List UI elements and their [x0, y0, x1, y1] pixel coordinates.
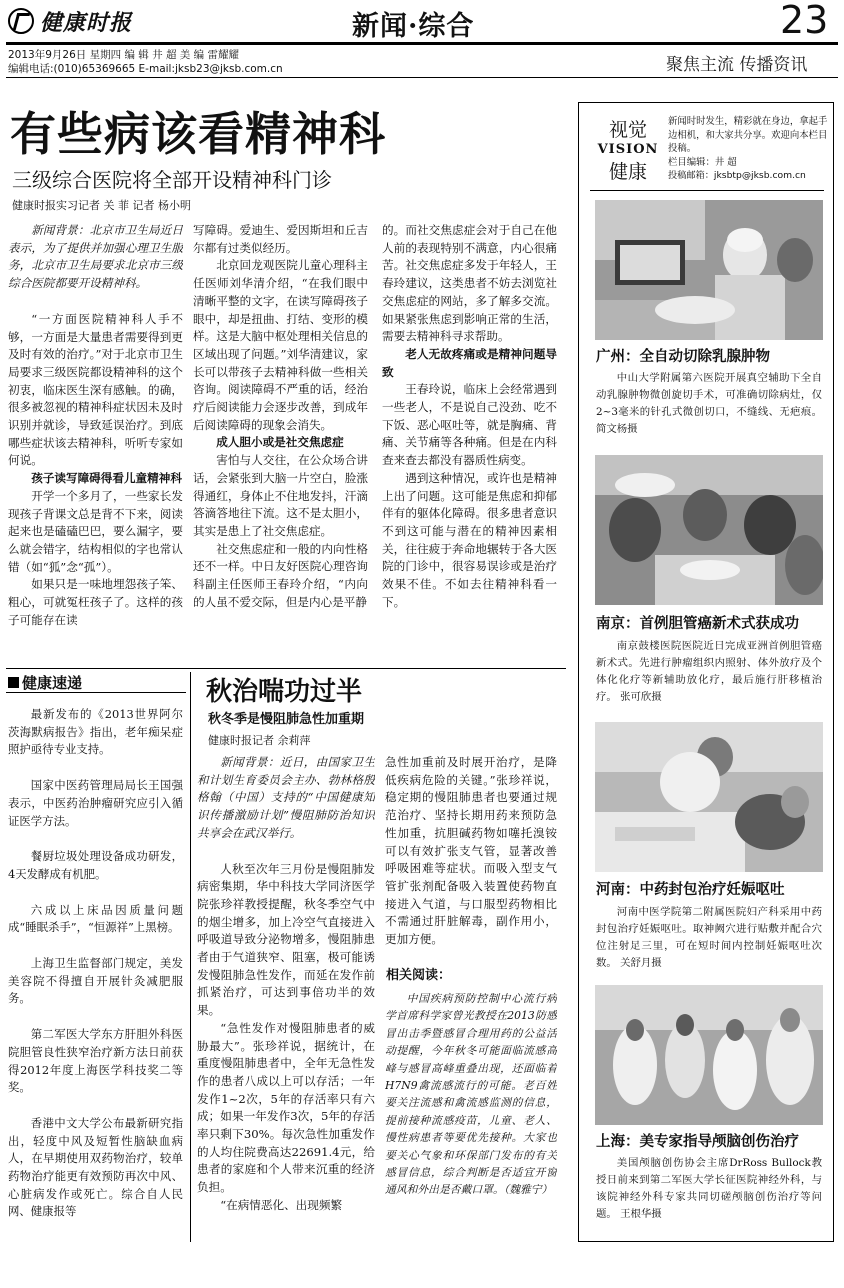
second-headline: 秋治喘功过半: [206, 677, 363, 707]
column-divider: [190, 672, 191, 1242]
paragraph: “在病情恶化、出现频繁: [220, 1197, 343, 1212]
square-bullet-icon: [8, 677, 19, 688]
photo-surgery-guangzhou-image: [595, 200, 823, 340]
news-background: 新闻背景：北京市卫生局近日表示，为了提供并加强心理卫生服务，北京市卫生局要求北京市三级综合医院都要开设精神科。: [8, 223, 183, 291]
header-rule-thin: [6, 77, 838, 78]
related-title: 相关阅读：: [386, 968, 452, 983]
vision-email: 投稿邮箱：jksbtp@jksb.com.cn: [668, 170, 806, 181]
slogan: 聚焦主流 传播资讯: [666, 55, 808, 75]
paragraph: 中国疾病预防控制中心流行病学首席科学家曾光教授在2013防感冒出击季暨感冒合理用药的公益活动提醒，今年秋冬可能面临流感高峰与感冒高峰重叠出现，还面临着H7N9禽流感流行的可能。老百姓要关注流感和禽流感监测的信息，提前接种流感疫苗，儿童、老人、慢性病患者等要优先接种。大家也要关心气象和环保部门发布的有关感冒信息，综合判断是否适宜开窗通风和外出是否戴口罩。（魏雅宁）: [385, 992, 557, 1197]
photo-surgery-guangzhou: [595, 200, 823, 340]
second-subhead: 秋冬季是慢阻肺急性加重期: [208, 712, 365, 727]
brief-item: 香港中文大学公布最新研究指出，轻度中风及短暂性脑缺血病人，在早期使用双药物治疗，较单药物治疗能更有效预防再次中风、心脏病发作或死亡。综合自人民网、健康报等: [8, 1115, 183, 1219]
vision-intro-box: [668, 115, 830, 183]
vision-title-en: VISION: [597, 142, 659, 157]
briefs-title: 健康速递: [22, 674, 83, 692]
paragraph: 写障碍。爱迪生、爱因斯坦和丘吉尔都有过类似经历。: [193, 223, 368, 255]
photo-surgery-nanjing: [595, 455, 823, 605]
subheading: 孩子读写障碍得看儿童精神科: [31, 471, 182, 486]
paragraph: 北京回龙观医院儿童心理科主任医师刘华清介绍，“在我们眼中清晰平整的文字，在读写障碍孩子眼中，却是扭曲、打结、变形的模样。这是大脑中枢处理相关信息的区域出现了问题。”刘华清建议，家长可以带孩子去精神科做一些相关咨询。阅读障碍不严重的话，经治疗后阅读能力会逐步改善，到成年后阅读障碍的现象会消失。: [193, 258, 368, 432]
vision-rule: [590, 190, 824, 191]
related-text: [385, 990, 557, 1240]
contact-line: 编辑电话:(010)65369665 E-mail:jksb23@jksb.com.cn: [8, 63, 283, 75]
paragraph: 如果只是一味地埋怨孩子笨、粗心，可就冤枉孩子了。这样的孩子可能存在读: [8, 577, 183, 627]
paragraph: 遇到这种情况，或许也是精神上出了问题。这可能是焦虑和抑郁伴有的躯体化障碍。很多患者意识不到这可能与潜在的精神因素相关，往往疲于奔命地辗转于各大医院的门诊中，很容易误诊或是治疗效果不佳。不如去往精神科看一下。: [382, 470, 557, 609]
briefs-heading: [8, 672, 82, 693]
caption-title: 广州：全自动切除乳腺肿物: [596, 348, 770, 365]
main-article-col1: [8, 222, 183, 664]
news-background: 新闻背景：近日，由国家卫生和计划生育委员会主办、勃林格殷格翰（中国）支持的“中国健康知识传播激励计划”慢阻肺防治知识共享会在武汉举行。: [197, 755, 375, 840]
subheading: 老人无故疼痛或是精神问题导致: [382, 346, 557, 379]
vision-title-cn-2: 健康: [608, 161, 647, 183]
logo-mark-icon: [8, 8, 34, 34]
second-article-col2: [385, 754, 557, 954]
photo-doctors-shanghai: [595, 985, 823, 1125]
logo-text: 健康时报: [40, 9, 133, 36]
paragraph: “急性发作对慢阻肺患者的威胁最大”。张珍祥说，据统计，在重度慢阻肺患者中，全年无急性发作的患者八成以上可以存活；一年发作1~2次，5年的存活率只有六成；如果一年发作3次，5年的存活率只剩下30%。每次急性加重发作的人均住院费高达22691.4元，给患者的家庭和个人带来沉重的经济负担。: [197, 1020, 375, 1195]
caption-text: 美国颅脑创伤协会主席DrRoss Bullock教授日前来到第二军医大学长征医院神经外科，与该院神经外科专家共同切磋颅脑创伤治疗等问题。 王根华摄: [596, 1157, 822, 1220]
brief-item: 餐厨垃圾处理设备成功研发，4天发酵成有机肥。: [8, 849, 183, 881]
brief-item: 最新发布的《2013世界阿尔茨海默病报告》指出，老年痴呆症照护亟待专业支持。: [8, 707, 183, 757]
vision-intro: 新闻时时发生，精彩就在身边，拿起手边相机，和大家共分享。欢迎向本栏目投稿。: [668, 116, 828, 154]
second-byline: 健康时报记者 余莉萍: [208, 734, 311, 747]
main-byline: 健康时报实习记者 关 菲 记者 杨小明: [12, 199, 191, 212]
masthead-logo: [8, 6, 168, 36]
paragraph: 的。而社交焦虑症会对于自己在他人前的表现特别不满意，内心很痛苦。社交焦虑症多发于年轻人，王春玲建议，这类患者不妨去浏览社交焦虑症的网站，多了解多交流。如果紧张焦虑到影响正常的生活，需要去精神科寻求帮助。: [382, 223, 557, 344]
main-headline: 有些病该看精神科: [10, 107, 386, 161]
photo-treatment-henan: [595, 722, 823, 872]
brief-item: 第二军医大学东方肝胆外科医院胆管良性狭窄治疗新方法日前获得2012年度上海医学科技奖二等奖。: [8, 1027, 183, 1095]
section-title: 新闻·综合: [352, 11, 475, 42]
paragraph: 害怕与人交往，在公众场合讲话，会紧张到大脑一片空白，脸涨得通红，身体止不住地发抖，汗滴答滴答地往下流。这不是太胆小，其实是患上了社交焦虑症。: [193, 453, 368, 538]
paragraph: 王春玲说，临床上会经常遇到一些老人，不是说自己没劲、吃不下饭、恶心呕吐等，就是胸痛、背痛、关节痛等各种痛。但是在内科查来查去都没有器质性病变。: [382, 382, 557, 468]
brief-item: 六成以上床品因质量问题成“睡眠杀手”，“恒源祥”上黑榜。: [8, 902, 183, 935]
caption-text: 中山大学附属第六医院开展真空辅助下全自动乳腺肿物微创旋切手术，可准确切除病灶，仅2~3毫米的针孔式微创切口，不缝线、无疤痕。 简文杨摄: [596, 372, 822, 435]
main-article-col3: [382, 222, 557, 664]
paragraph: 社交焦虑症和一般的内向性格还不一样。中日友好医院心理咨询科副主任医师王春玲介绍，“内向的人虽不爱交际，但是内心是平静: [193, 541, 368, 609]
vision-title-cn-1: 视觉: [608, 119, 647, 141]
header-rule: [6, 42, 838, 45]
brief-item: 国家中医药管理局局长王国强表示，中医药治肿瘤研究应引入循证医学方法。: [8, 778, 183, 828]
paragraph: 人秋至次年三月份是慢阻肺发病密集期，华中科技大学同济医学院张珍祥教授提醒，秋冬季空气中的烟尘增多，加上冷空气直接进入呼吸道导致分泌物增多，慢阻肺患者由于气道狭窄、阻塞，极可能诱发慢阻肺急性发作，而延在发作前抓紧治疗，可达到事倍功半的效果。: [197, 861, 375, 1018]
section-divider: [6, 668, 566, 669]
photo-doctors-shanghai-image: [595, 985, 823, 1125]
vision-editor: 栏目编辑：井 超: [668, 156, 737, 168]
photo-treatment-henan-image: [595, 722, 823, 872]
caption-title: 河南：中药封包治疗妊娠呕吐: [596, 881, 785, 898]
date-line: 2013年9月26日 星期四 编 辑 井 超 美 编 雷耀耀: [8, 49, 239, 61]
briefs-list: [8, 706, 183, 1266]
photo-surgery-nanjing-image: [595, 455, 823, 605]
subheading: 成人胆小或是社交焦虑症: [216, 435, 344, 450]
paragraph: “一方面医院精神科人手不够，一方面是大量患者需要得到更及时有效的治疗。”对于北京市卫生局要求三级医院都设精神科的这个初衷，临床医生深有感触。的确，很多被忽视的精神科症状因未及时识别并就诊，导致延误治疗。到底哪些症状该去精神科，听听专家如何说。: [8, 311, 183, 468]
main-article-col2: [193, 222, 368, 664]
caption-title: 上海：美专家指导颅脑创伤治疗: [596, 1133, 799, 1150]
brief-item: 上海卫生监督部门规定，美发美容院不得擅自开展针灸减肥服务。: [8, 956, 183, 1006]
caption-title: 南京：首例胆管癌新术式获成功: [596, 615, 799, 632]
caption-text: 南京鼓楼医院医院近日完成亚洲首例胆管癌新术式。先进行肿瘤组织内照射、体外放疗及个体化化疗等新辅助放化疗，最后施行肝移植治疗。 张可欣摄: [596, 640, 822, 703]
caption-text: 河南中医学院第二附属医院妇产科采用中药封包治疗妊娠呕吐。取神阙穴进行贴敷并配合穴位注射足三里，可在短时间内控制妊娠呕吐次数。 关舒月摄: [596, 906, 822, 969]
paragraph: 开学一个多月了，一些家长发现孩子背课文总是背不下来，阅读起来也是磕磕巴巴，要么漏字，要么就会错字，结构相似的字也常认错（如“狐”念“孤”）。: [8, 488, 183, 574]
vision-label-box: [596, 115, 660, 184]
page-number: 23: [780, 0, 829, 42]
main-subhead: 三级综合医院将全部开设精神科门诊: [12, 168, 332, 192]
paragraph: 急性加重前及时展开治疗，是降低疾病危险的关键。”张珍祥说，稳定期的慢阻肺患者也要通过规范治疗、坚持长期用药来预防急性加重，抗胆碱药物如噻托溴铵可以有效扩张支气管，显著改善呼吸困难等症状。而吸入型支气管扩张剂配备吸入装置使药物直接进入气道，与口服型药物相比不需通过肝脏解毒，副作用小，更加方便。: [385, 755, 557, 947]
second-article-col1: [197, 754, 375, 1244]
briefs-rule: [6, 692, 186, 693]
